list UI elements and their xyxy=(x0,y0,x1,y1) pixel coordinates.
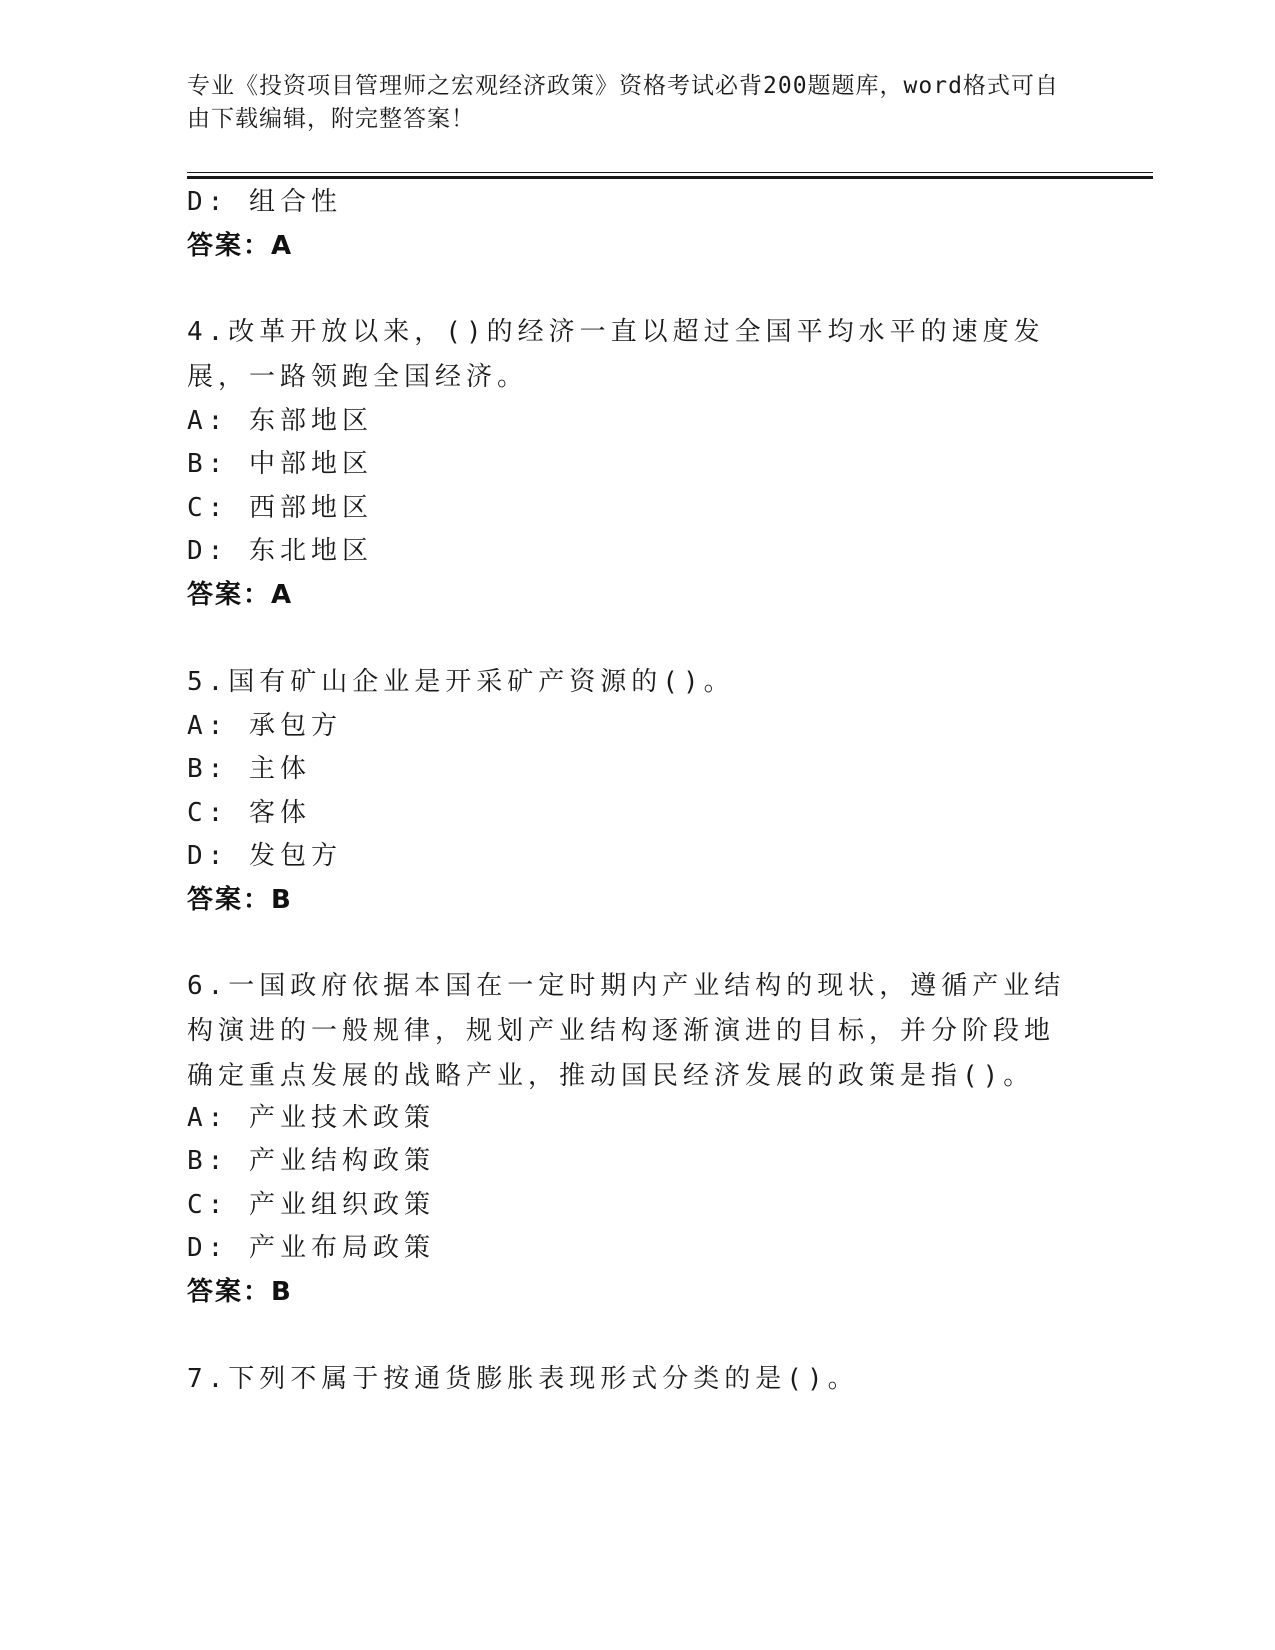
question-6-option-b: B: 产业结构政策 xyxy=(187,1146,435,1176)
question-5-option-a: A: 承包方 xyxy=(187,711,342,741)
question-5-answer: 答案：B xyxy=(187,885,293,915)
question-5-option-d: D: 发包方 xyxy=(187,841,342,871)
question-6-answer: 答案：B xyxy=(187,1277,293,1307)
question-4-option-b: B: 中部地区 xyxy=(187,449,373,479)
question-4-option-a: A: 东部地区 xyxy=(187,406,373,436)
question-5-option-c: C: 客体 xyxy=(187,798,311,828)
page-header: 专业《投资项目管理师之宏观经济政策》资格考试必背200题题库，word格式可自由下载编辑，附完整答案！ xyxy=(187,73,1059,132)
option-d: D: 组合性 xyxy=(187,187,342,217)
question-4-option-d: D: 东北地区 xyxy=(187,536,373,566)
question-6-option-d: D: 产业布局政策 xyxy=(187,1233,435,1263)
answer-label: 答案：A xyxy=(187,231,294,261)
question-5-option-b: B: 主体 xyxy=(187,754,311,784)
question-6-option-c: C: 产业组织政策 xyxy=(187,1190,435,1220)
header-divider-thick xyxy=(187,176,1153,179)
header-divider-thin xyxy=(187,172,1153,173)
question-6-stem: 6.一国政府依据本国在一定时期内产业结构的现状，遵循产业结构演进的一般规律，规划产业结构逐渐演进的目标，并分阶段地确定重点发展的战略产业，推动国民经济发展的政策是指()。 xyxy=(187,971,1066,1091)
question-4-stem: 4.改革开放以来，()的经济一直以超过全国平均水平的速度发展，一路领跑全国经济。 xyxy=(187,317,1045,392)
question-4-option-c: C: 西部地区 xyxy=(187,493,373,523)
question-6-option-a: A: 产业技术政策 xyxy=(187,1103,435,1133)
question-7-stem: 7.下列不属于按通货膨胀表现形式分类的是()。 xyxy=(187,1364,859,1394)
question-4-answer: 答案：A xyxy=(187,580,294,610)
question-5-stem: 5.国有矿山企业是开采矿产资源的()。 xyxy=(187,667,735,697)
